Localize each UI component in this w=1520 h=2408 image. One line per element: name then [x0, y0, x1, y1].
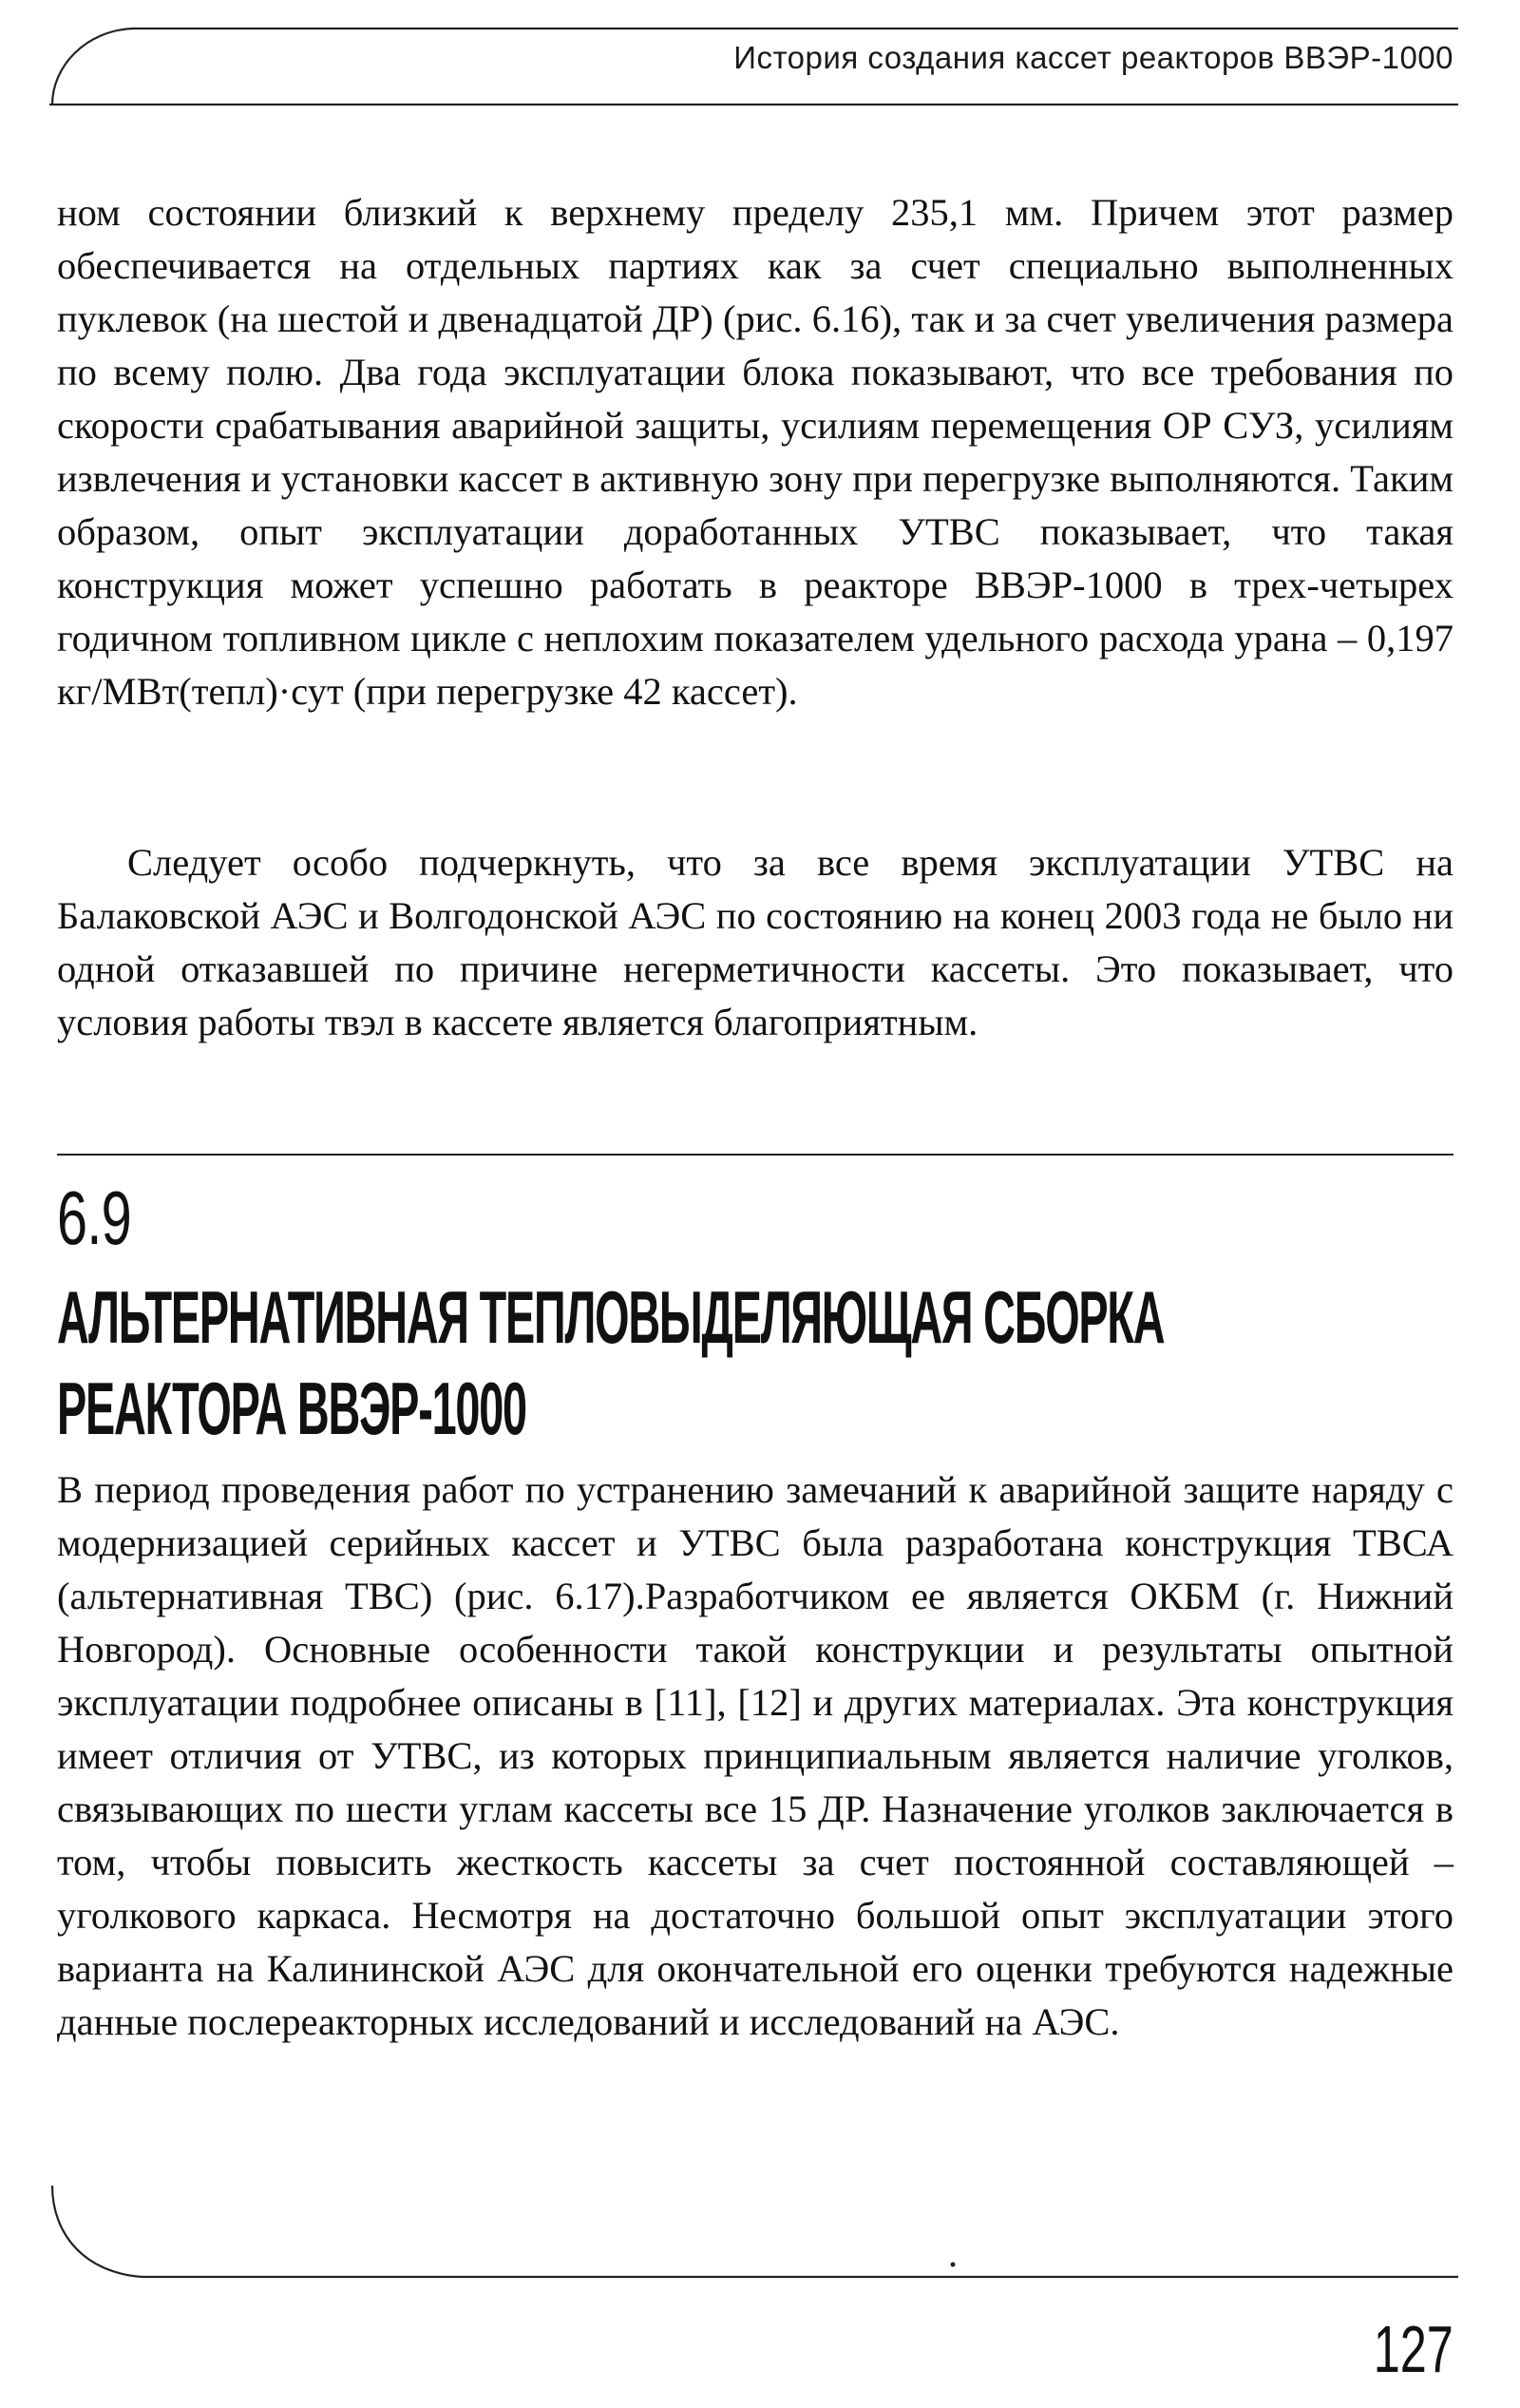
section-paragraph: В период проведения работ по устранению замечаний к аварийной защите наряду с модернизацией серийных кассет и УТВС была разработана конструкция ТВСА (альтернативная ТВС) (рис. 6.17).Разработчиком ее является ОКБМ (г. Нижний Новгород). Основные особенности такой конструкции и результаты опытной эксплуатации подробнее описаны в [11], [12] и других материалах. Эта конструкция имеет отличия от УТВС, из которых принципиальным является наличие уголков, связывающих по шести углам кассеты все 15 ДР. Назначение уголков заключается в том, чтобы повысить жесткость кассеты за счет постоянной составляющей – уголкового каркаса. Несмотря на достаточно большой опыт эксплуатации этого варианта на Калининской АЭС для окончательной его оценки требуются надежные данные послереакторных исследований и исследований на АЭС.	[57, 1468, 1454, 2043]
footer-dot	[951, 2263, 956, 2267]
paragraph-1: ном состоянии близкий к верхнему пределу 235,1 мм. Причем этот размер обеспечивается на отдельных партиях как за счет специально выполненных пуклевок (на шестой и двенадцатой ДР) (рис. 6.16), так и за счет увеличения размера по всему полю. Два года эксплуатации блока показывают, что все требования по скорости срабатывания аварийной защиты, усилиям перемещения ОР СУЗ, усилиям извлечения и установки кассет в активную зону при перегрузке выполняются. Таким образом, опыт эксплуатации доработанных УТВС показывает, что такая конструкция может успешно работать в реакторе ВВЭР-1000 в трех-четырех годичном топливном цикле с неплохим показателем удельного расхода урана – 0,197 кг/МВт(тепл)·сут (при перегрузке 42 кассет).	[57, 191, 1454, 713]
running-header-title: История создания кассет реакторов ВВЭР-1000	[733, 40, 1454, 75]
section-number: 6.9	[57, 1175, 131, 1260]
section-title-line-1: АЛЬТЕРНАТИВНАЯ ТЕПЛОВЫДЕЛЯЮЩАЯ СБОРКА	[57, 1275, 1165, 1359]
section-title-line-2: РЕАКТОРА ВВЭР-1000	[57, 1366, 526, 1450]
section-divider	[57, 1154, 1454, 1156]
page-number: 127	[1373, 2312, 1454, 2386]
paragraph-2: Следует особо подчеркнуть, что за все время эксплуатации УТВС на Балаковской АЭС и Волгодонской АЭС по состоянию на конец 2003 года не было ни одной отказавшей по причине негерметичности кассеты. Это показывает, что условия работы твэл в кассете является благоприятным.	[57, 841, 1454, 1043]
section-title	[57, 1271, 1164, 1454]
footer-corner-curve	[52, 2186, 1458, 2277]
